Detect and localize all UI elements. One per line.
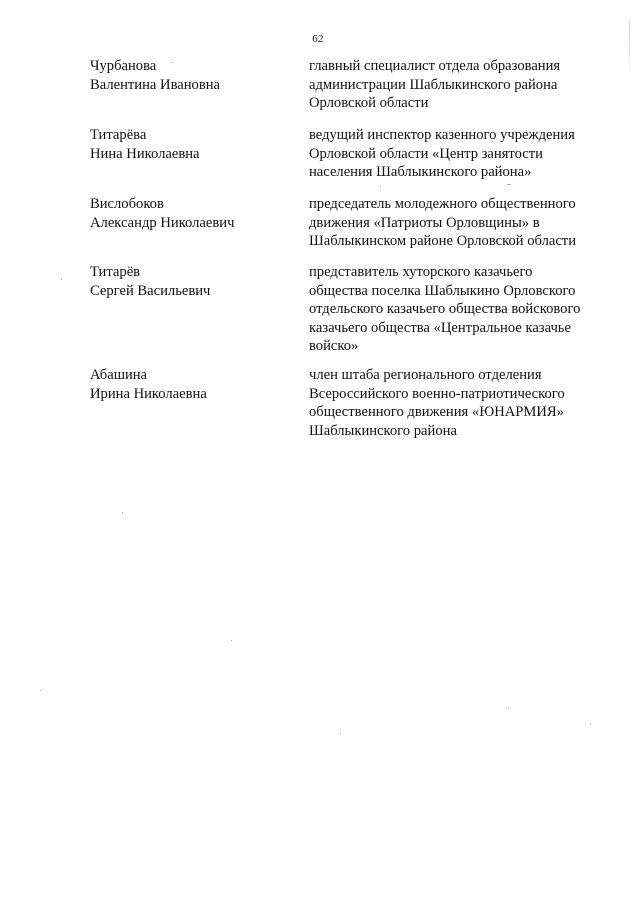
scan-speck bbox=[380, 186, 381, 187]
position-line: Шаблыкинского района bbox=[309, 422, 457, 439]
position-line: ведущий инспектор казенного учреждения bbox=[309, 127, 575, 143]
member-given-names: Сергей Васильевич bbox=[90, 282, 211, 299]
member-position bbox=[309, 263, 609, 356]
scan-speck bbox=[508, 708, 509, 709]
member-name bbox=[90, 57, 290, 94]
page-number: 62 bbox=[312, 33, 324, 45]
position-line: отдельского казачьего общества войскового bbox=[309, 301, 581, 317]
position-line: общественного движения «ЮНАРМИЯ» bbox=[309, 404, 564, 420]
member-position bbox=[309, 195, 609, 251]
member-name bbox=[90, 126, 290, 163]
position-line: администрации Шаблыкинского района bbox=[309, 76, 558, 93]
member-surname: Титарёв bbox=[90, 264, 141, 280]
scan-speck bbox=[590, 724, 591, 725]
position-line: Шаблыкинском районе Орловской области bbox=[309, 233, 576, 249]
scan-speck bbox=[340, 733, 341, 734]
position-line: движения «Патриоты Орловщины» в bbox=[309, 214, 540, 231]
member-name bbox=[90, 195, 290, 232]
member-surname: Чурбанова bbox=[90, 58, 157, 74]
member-position bbox=[309, 366, 609, 440]
member-given-names: Александр Николаевич bbox=[90, 214, 235, 231]
member-name bbox=[90, 263, 290, 300]
member-surname: Титарёва bbox=[90, 127, 147, 143]
member-given-names: Валентина Ивановна bbox=[90, 76, 221, 93]
position-line: населения Шаблыкинского района» bbox=[309, 164, 532, 180]
member-position bbox=[309, 57, 609, 113]
member-given-names: Ирина Николаевна bbox=[90, 385, 207, 402]
scan-speck bbox=[61, 279, 62, 280]
position-line: Орловской области bbox=[309, 95, 429, 111]
member-surname: Вислобоков bbox=[90, 196, 164, 212]
member-given-names: Нина Николаевна bbox=[90, 145, 200, 162]
position-line: Орловской области «Центр занятости bbox=[309, 145, 543, 162]
member-surname: Абашина bbox=[90, 367, 148, 383]
position-line: общества поселка Шаблыкино Орловского bbox=[309, 282, 576, 299]
scan-speck bbox=[231, 640, 232, 641]
scan-speck bbox=[40, 690, 41, 691]
scan-speck bbox=[122, 512, 123, 513]
scan-edge-line bbox=[629, 20, 630, 80]
member-name bbox=[90, 366, 290, 403]
position-line: казачьего общества «Центральное казачье bbox=[309, 319, 571, 336]
position-line: Всероссийского военно-патриотического bbox=[309, 385, 565, 402]
scan-speck bbox=[507, 184, 511, 185]
position-line: главный специалист отдела образования bbox=[309, 58, 561, 74]
position-line: войско» bbox=[309, 338, 359, 354]
member-position bbox=[309, 126, 609, 182]
position-line: член штаба регионального отделения bbox=[309, 367, 542, 383]
position-line: председатель молодежного общественного bbox=[309, 196, 576, 212]
position-line: представитель хуторского казачьего bbox=[309, 264, 533, 280]
